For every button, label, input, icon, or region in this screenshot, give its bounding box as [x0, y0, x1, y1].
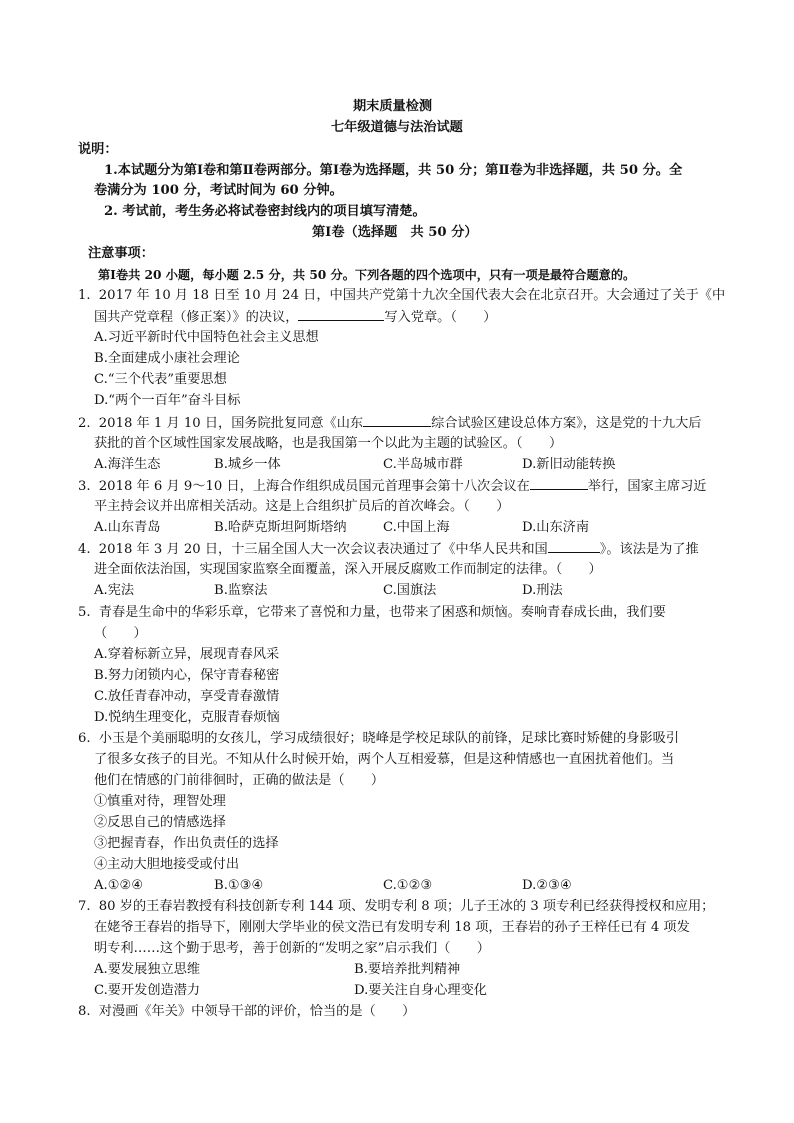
question-2-line-2: 获批的首个区域性国家发展战略，也是我国第一个以此为主题的试验区。（ ） — [94, 436, 563, 451]
question-number: 8. — [78, 1004, 91, 1019]
option-b: B.全面建成小康社会理论 — [94, 351, 240, 366]
question-6-line-3: 他们在情感的门前徘徊时，正确的做法是（ ） — [94, 773, 385, 788]
question-3-line-2: 平主持会议并出席相关活动。这是上合组织扩员后的首次峰会。（ ） — [94, 499, 510, 514]
option-c: C.放任青春冲动，享受青春激情 — [94, 689, 280, 704]
question-number: 6. — [78, 731, 91, 746]
instructions-label: 说明： — [78, 142, 118, 157]
option-d: D.刑法 — [522, 583, 563, 598]
statement-4: ④主动大胆地接受或付出 — [94, 857, 240, 872]
question-4-line-2: 进全面依法治国，实现国家监察全面覆盖，深入开展反腐败工作而制定的法律。（ ） — [94, 562, 602, 577]
question-number: 2. — [78, 416, 91, 431]
question-number: 1. — [78, 288, 91, 303]
question-text: 小玉是个美丽聪明的女孩儿，学习成绩很好；晓峰是学校足球队的前锋，足球比赛时矫健的身影吸引 — [98, 731, 680, 746]
option-c: C.①②③ — [383, 878, 433, 893]
option-d: D.山东济南 — [522, 520, 590, 535]
option-a: A.要发展独立思维 — [94, 962, 201, 977]
option-b: B.努力闭锁内心，保守青春秘密 — [94, 668, 280, 683]
option-a: A.穿着标新立异，展现青春风采 — [94, 647, 280, 662]
option-c: C.“三个代表”重要思想 — [94, 372, 227, 387]
page-title: 期末质量检测 — [353, 99, 433, 114]
statement-1: ①慎重对待，理智处理 — [94, 794, 226, 809]
question-4 — [78, 539, 699, 560]
option-b: B.哈萨克斯坦阿斯塔纳 — [214, 520, 347, 535]
question-text: 2018 年 6 月 9～10 日，上海合作组织成员国元首理事会第十八次会议在 — [98, 479, 530, 494]
option-d: D.要关注自身心理变化 — [354, 983, 487, 998]
question-text: 青春是生命中的华彩乐章，它带来了喜悦和力量，也带来了困惑和烦恼。奏响青春成长曲，我们要 — [98, 605, 666, 620]
question-number: 4. — [78, 542, 91, 557]
question-8 — [78, 1002, 415, 1022]
option-d: D.“两个一百年”奋斗目标 — [94, 393, 241, 408]
question-6-line-2: 了很多女孩子的目光。不知从什么时候开始，两个人互相爱慕，但是这种情感也一直困扰着他们。当 — [94, 752, 675, 767]
option-a: A.海洋生态 — [94, 457, 161, 472]
question-text: 2018 年 1 月 10 日，国务院批复同意《山东 — [98, 416, 364, 431]
question-3 — [78, 476, 706, 497]
notice-text: 第Ⅰ卷共 20 小题，每小题 2.5 分，共 50 分。下列各题的四个选项中，只有一项是最符合题意的。 — [98, 268, 636, 282]
instructions-item-1: 1.本试题分为第Ⅰ卷和第Ⅱ卷两部分。第Ⅰ卷为选择题，共 50 分；第Ⅱ卷为非选择题，共 50 分。全 — [104, 163, 683, 178]
question-number: 5. — [78, 605, 91, 620]
option-a: A.①②④ — [94, 878, 144, 893]
question-7 — [78, 897, 714, 917]
option-c: C.半岛城市群 — [383, 457, 463, 472]
question-text: 举行，国家主席习近 — [587, 479, 707, 494]
question-number: 7. — [78, 899, 91, 914]
option-a: A.山东青岛 — [94, 520, 161, 535]
option-d: D.悦纳生理变化，克服青春烦恼 — [94, 710, 280, 725]
option-c: C.国旗法 — [383, 583, 437, 598]
question-text: 80 岁的王春岩教授有科技创新专利 144 项、发明专利 8 项；儿子王冰的 3 项专利已经获得授权和应用； — [98, 899, 715, 914]
option-c: C.要开发创造潜力 — [94, 983, 201, 998]
instructions-item-1-cont: 卷满分为 100 分，考试时间为 60 分钟。 — [94, 183, 343, 198]
question-text: 》。该法是为了推 — [599, 542, 699, 557]
question-7-line-3: 明专利……这个勤于思考，善于创新的“发明之家”启示我们（ ） — [94, 941, 490, 956]
page-subtitle: 七年级道德与法治试题 — [331, 120, 463, 135]
answer-blank — [530, 476, 588, 490]
answer-blank — [298, 307, 384, 321]
question-1 — [78, 286, 725, 306]
question-5-line-2: （ ） — [94, 626, 147, 641]
option-b: B.城乡一体 — [214, 457, 281, 472]
instructions-item-2: 2. 考试前，考生务必将试卷密封线内的项目填写清楚。 — [104, 204, 426, 219]
answer-blank — [548, 539, 600, 553]
statement-2: ②反思自己的情感选择 — [94, 815, 226, 830]
option-b: B.要培养批判精神 — [354, 962, 461, 977]
question-5 — [78, 603, 666, 623]
option-d: D.新旧动能转换 — [522, 457, 616, 472]
option-b: B.①③④ — [214, 878, 264, 893]
question-text: 2018 年 3 月 20 日，十三届全国人大一次会议表决通过了《中华人民共和国 — [98, 542, 548, 557]
statement-3: ③把握青春，作出负责任的选择 — [94, 836, 279, 851]
option-a: A.习近平新时代中国特色社会主义思想 — [94, 330, 319, 345]
option-c: C.中国上海 — [383, 520, 450, 535]
notice-label: 注意事项： — [88, 246, 154, 261]
question-6 — [78, 729, 679, 749]
question-7-line-2: 在姥爷王春岩的指导下，刚刚大学毕业的侯文浩已有发明专利 18 项，王春岩的孙子王梓任已有 4 项发 — [94, 920, 690, 935]
question-1-line-2 — [94, 307, 497, 328]
question-text: 对漫画《年关》中领导干部的评价，恰当的是（ ） — [98, 1004, 416, 1019]
option-a: A.宪法 — [94, 583, 135, 598]
question-text: 2017 年 10 月 18 日至 10 月 24 日，中国共产党第十九次全国代表大会在北京召开。大会通过了关于《中 — [98, 288, 726, 303]
question-number: 3. — [78, 479, 91, 494]
question-text: 国共产党章程（修正案）》的决议， — [94, 310, 299, 325]
question-text: 写入党章。（ ） — [384, 310, 497, 325]
option-d: D.②③④ — [522, 878, 572, 893]
question-2 — [78, 413, 701, 434]
option-b: B.监察法 — [214, 583, 268, 598]
answer-blank — [363, 413, 431, 427]
section-title: 第Ⅰ卷（选择题 共 50 分） — [312, 225, 478, 240]
question-text: 综合试验区建设总体方案》，这是党的十九大后 — [431, 416, 702, 431]
